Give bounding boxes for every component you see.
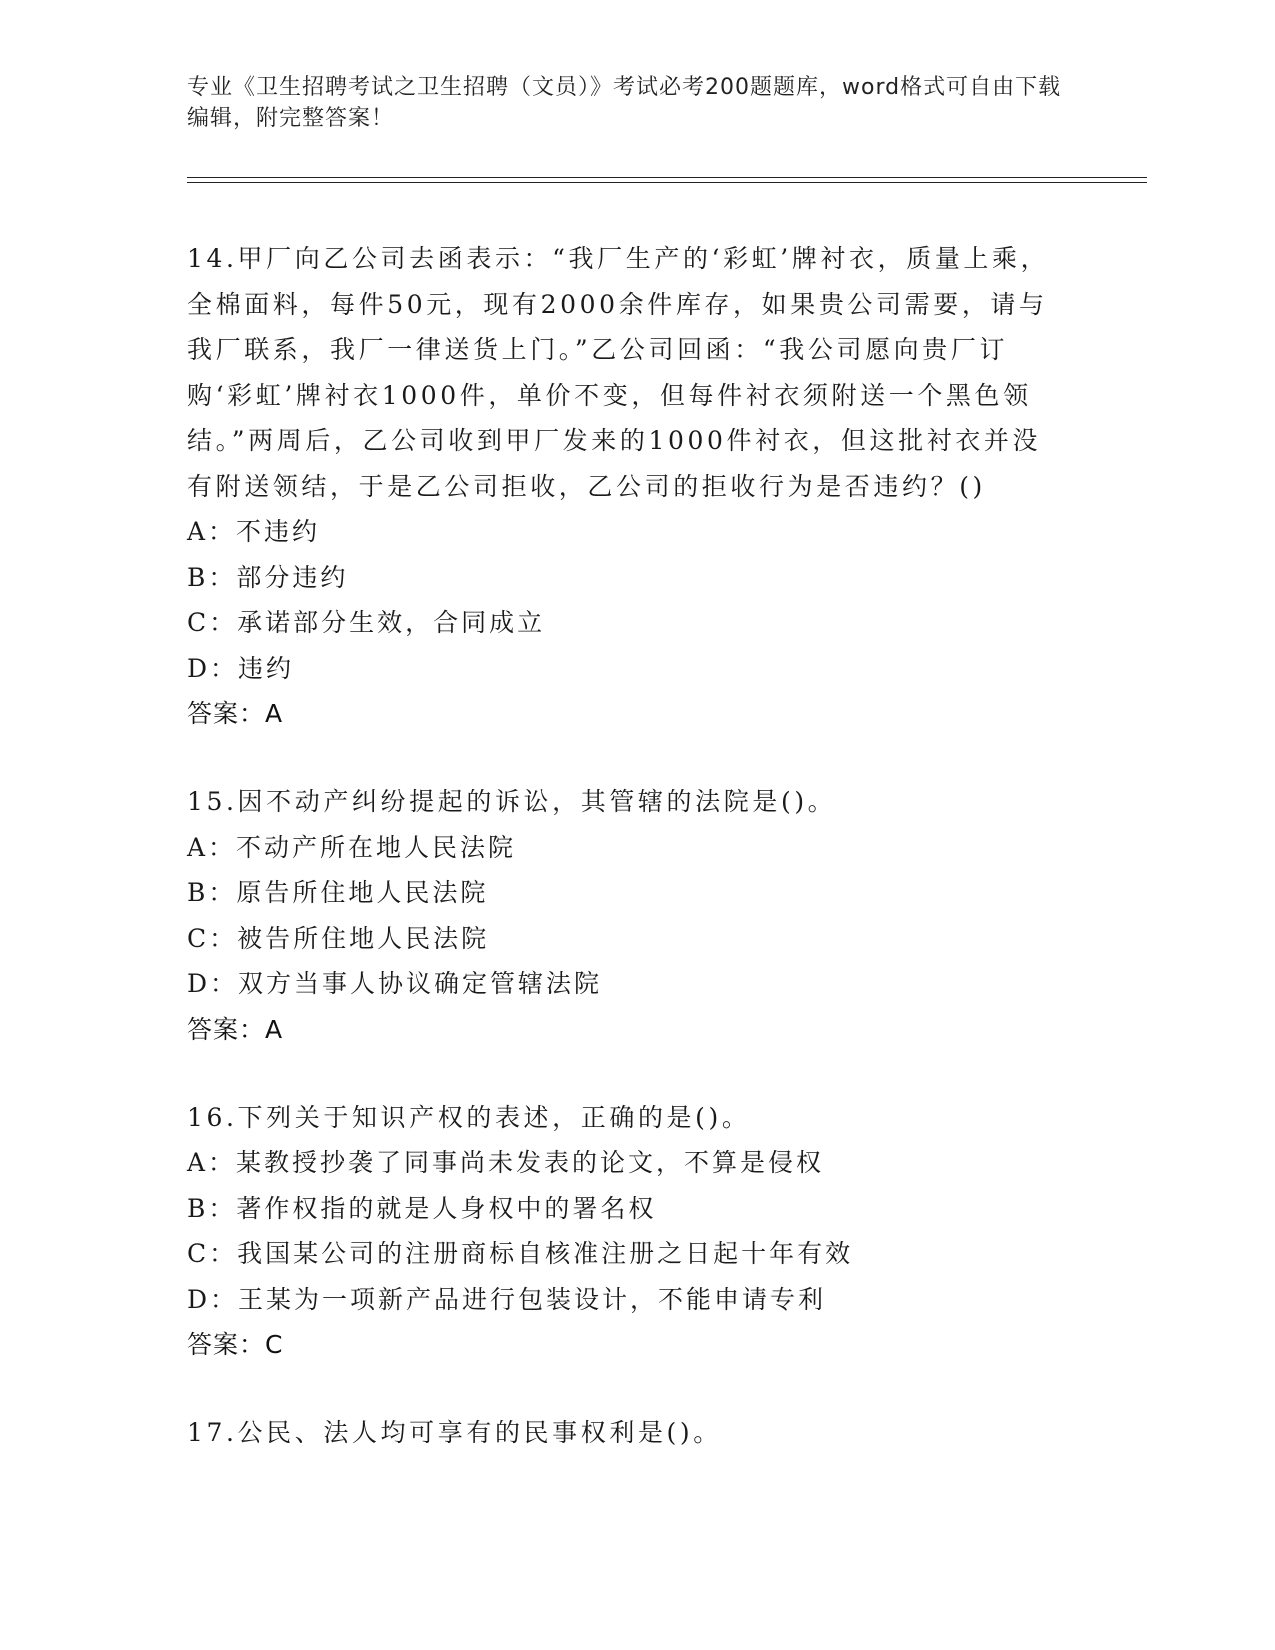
question-17 <box>187 1410 1067 1456</box>
option-a: A：不违约 <box>187 517 321 546</box>
question-14 <box>187 236 1067 737</box>
header-rule-bottom <box>187 182 1147 183</box>
answer-label: 答案： <box>187 1014 266 1044</box>
option-a: A：不动产所在地人民法院 <box>187 832 517 862</box>
document-header: 专业《卫生招聘考试之卫生招聘（文员）》考试必考200题题库，word格式可自由下载编辑，附完整答案！ <box>187 75 1062 131</box>
option-d: D：王某为一项新产品进行包装设计，不能申请专利 <box>187 1284 827 1314</box>
question-stem: 15.因不动产纠纷提起的诉讼，其管辖的法院是()。 <box>187 787 837 816</box>
question-stem: 17.公民、法人均可享有的民事权利是()。 <box>187 1418 722 1447</box>
answer-line <box>187 1322 1067 1368</box>
option-d: D：违约 <box>187 653 295 683</box>
answer-value: A <box>265 1014 283 1044</box>
option-b: B：原告所住地人民法院 <box>187 878 489 907</box>
question-stem: 16.下列关于知识产权的表述，正确的是()。 <box>187 1102 751 1132</box>
answer-value: A <box>265 699 283 728</box>
answer-line <box>187 1007 1067 1053</box>
option-b: B：部分违约 <box>187 562 349 592</box>
question-15 <box>187 779 1067 1053</box>
question-list <box>187 236 1067 1498</box>
option-d: D：双方当事人协议确定管辖法院 <box>187 969 603 998</box>
option-c: C：承诺部分生效，合同成立 <box>187 608 546 637</box>
answer-line <box>187 691 1067 737</box>
question-16 <box>187 1095 1067 1369</box>
option-c: C：被告所住地人民法院 <box>187 923 490 953</box>
option-c: C：我国某公司的注册商标自核准注册之日起十年有效 <box>187 1239 854 1268</box>
answer-label: 答案： <box>187 1330 266 1359</box>
question-stem: 14.甲厂向乙公司去函表示：“我厂生产的‘彩虹’牌衬衣，质量上乘，全棉面料，每件50元，现有2000余件库存，如果贵公司需要，请与我厂联系，我厂一律送货上门。”乙公司回函：“我公司愿向贵厂订购‘彩虹’牌衬衣1000件，单价不变，但每件衬衣须附送一个黑色领结。”两周后，乙公司收到甲厂发来的1000件衬衣，但这批衬衣并没有附送领结，于是乙公司拒收，乙公司的拒收行为是否违约？() <box>187 244 1050 501</box>
option-a: A：某教授抄袭了同事尚未发表的论文，不算是侵权 <box>187 1148 825 1177</box>
answer-label: 答案： <box>187 699 266 728</box>
option-b: B：著作权指的就是人身权中的署名权 <box>187 1193 657 1223</box>
header-rule-top <box>187 177 1147 178</box>
answer-value: C <box>265 1330 283 1359</box>
